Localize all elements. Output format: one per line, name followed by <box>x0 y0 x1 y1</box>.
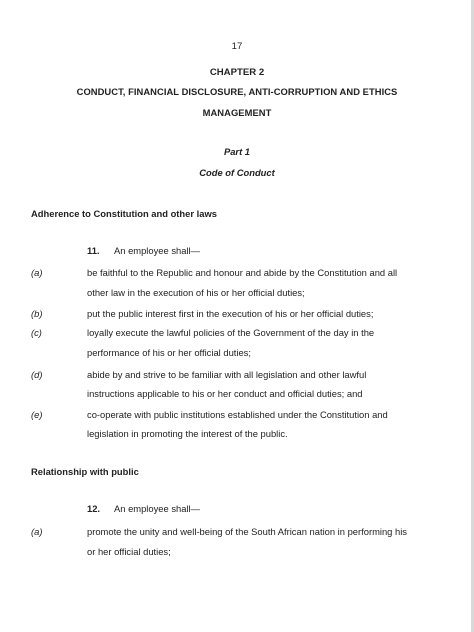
part-heading: Part 1 <box>223 146 251 157</box>
item-line: instructions applicable to his or her conduct and official duties; and <box>87 388 363 399</box>
item-marker: (d) <box>31 369 43 380</box>
section-heading: Adherence to Constitution and other laws <box>31 208 217 219</box>
item-marker: (a) <box>31 267 43 278</box>
clause <box>87 245 200 257</box>
item-line: legislation in promoting the interest of the public. <box>87 428 288 439</box>
part-title: Code of Conduct <box>199 167 275 178</box>
clause-number: 12. <box>87 503 101 514</box>
item-line: performance of his or her official duties; <box>87 347 251 358</box>
clause <box>87 503 200 515</box>
item-line: other law in the execution of his or her official duties; <box>87 287 305 298</box>
clause-intro: An employee shall— <box>114 503 200 514</box>
item-marker: (c) <box>31 327 42 338</box>
page-number: 17 <box>231 41 243 52</box>
item-line: put the public interest first in the execution of his or her official duties; <box>87 308 374 319</box>
item-line: be faithful to the Republic and honour and abide by the Constitution and all <box>87 267 398 278</box>
item-marker: (b) <box>31 308 43 319</box>
item-line: loyally execute the lawful policies of the Government of the day in the <box>87 327 375 338</box>
item-marker: (e) <box>31 409 43 420</box>
chapter-title-line-1: CONDUCT, FINANCIAL DISCLOSURE, ANTI-CORRUPTION AND ETHICS <box>76 86 398 97</box>
item-line: or her official duties; <box>87 546 171 557</box>
section-heading: Relationship with public <box>31 466 139 477</box>
chapter-title-line-2: MANAGEMENT <box>202 107 272 118</box>
item-line: promote the unity and well-being of the South African nation in performing his <box>87 526 407 537</box>
clause-intro: An employee shall— <box>114 245 200 256</box>
clause-number: 11. <box>87 245 100 256</box>
item-marker: (a) <box>31 526 43 537</box>
chapter-heading: CHAPTER 2 <box>209 67 265 78</box>
item-line: co-operate with public institutions established under the Constitution and <box>87 409 388 420</box>
item-line: abide by and strive to be familiar with all legislation and other lawful <box>87 369 367 380</box>
